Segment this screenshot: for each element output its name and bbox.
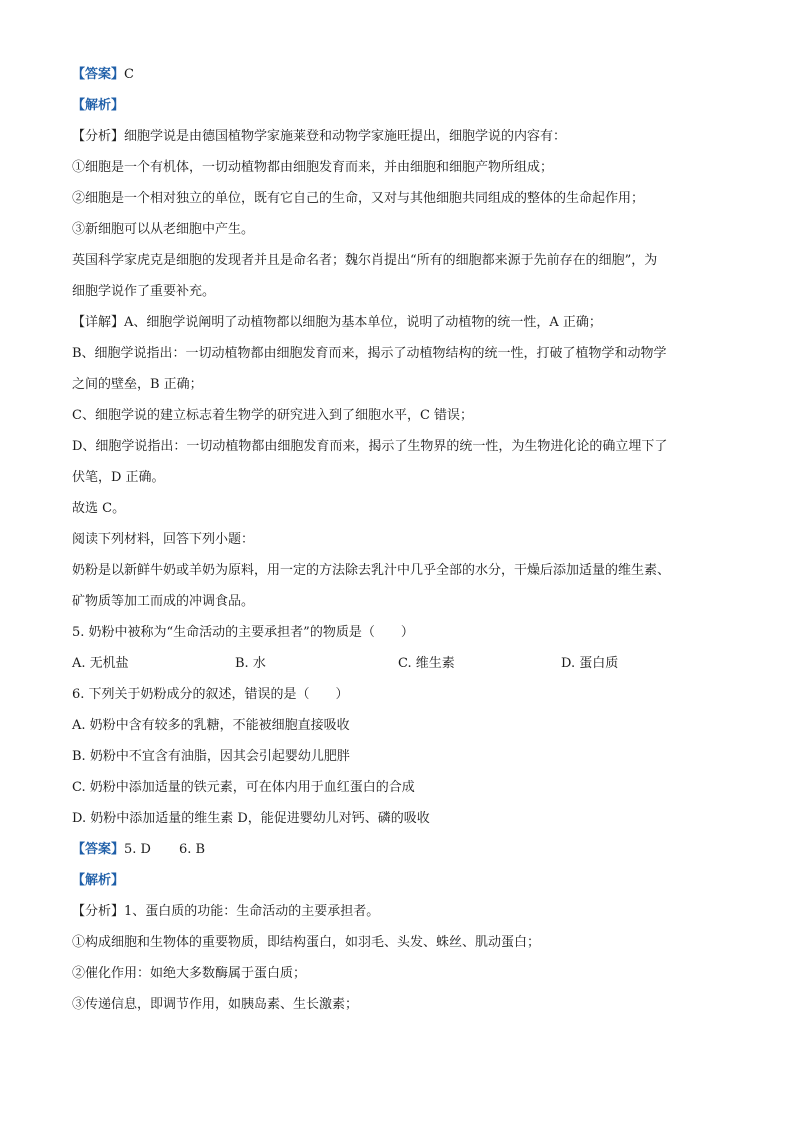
protein-point-2: ②催化作用：如绝大多数酶属于蛋白质；: [72, 966, 307, 981]
analysis-tag: 【解析】: [72, 98, 125, 113]
protein-point-3: ③传递信息，即调节作用，如胰岛素、生长激素；: [72, 997, 359, 1012]
detail-a-text: A、细胞学说阐明了动植物都以细胞为基本单位，说明了动植物的统一性，A 正确；: [124, 315, 602, 330]
theory-point-3: ③新细胞可以从老细胞中产生。: [72, 222, 255, 237]
fenxi-line: [72, 124, 724, 155]
document-content: [72, 62, 724, 1023]
fenxi-text: 细胞学说是由德国植物学家施莱登和动物学家施旺提出，细胞学说的内容有：: [124, 129, 567, 144]
fenxi-line-2: [72, 899, 724, 930]
q5-option-d: D. 蛋白质: [561, 656, 619, 671]
answer-tag-2: 【答案】: [72, 842, 125, 857]
q6-option-d: D. 奶粉中添加适量的维生素 D，能促进婴幼儿对钙、磷的吸收: [72, 811, 430, 826]
protein-point-1: ①构成细胞和生物体的重要物质，即结构蛋白，如羽毛、头发、蛛丝、肌动蛋白；: [72, 935, 541, 950]
question-5-options: [72, 651, 724, 682]
q5-option-a: A. 无机盐: [72, 656, 129, 671]
fenxi-text-2: 1、蛋白质的功能：生命活动的主要承担者。: [124, 904, 380, 919]
fenxi-tag-2: 【分析】: [72, 904, 125, 919]
q5-option-c: C. 维生素: [398, 656, 455, 671]
answer-value: C: [124, 67, 134, 82]
detail-c-line: C、细胞学说的建立标志着生物学的研究进入到了细胞水平，C 错误；: [72, 408, 474, 423]
fenxi-tag: 【分析】: [72, 129, 125, 144]
xiangjie-tag: 【详解】: [72, 315, 125, 330]
material-line-2: 矿物质等加工而成的冲调食品。: [72, 594, 255, 609]
detail-b-line-1: B、细胞学说指出：一切动植物都由细胞发育而来，揭示了动植物结构的统一性，打破了植物学和动物学: [72, 346, 667, 361]
answer-line-2: [72, 837, 724, 868]
reading-intro: 阅读下列材料，回答下列小题：: [72, 532, 255, 547]
q6-option-a: A. 奶粉中含有较多的乳糖，不能被细胞直接吸收: [72, 718, 350, 733]
question-6-stem: 6. 下列关于奶粉成分的叙述，错误的是（ ）: [72, 687, 349, 702]
question-5-stem: 5. 奶粉中被称为“生命活动的主要承担者”的物质是（ ）: [72, 625, 414, 640]
detail-d-line-1: D、细胞学说指出：一切动植物都由细胞发育而来，揭示了生物界的统一性，为生物进化论的确立埋下了: [72, 439, 668, 454]
answer-5: 5. D: [124, 842, 151, 857]
q6-option-b: B. 奶粉中不宜含有油脂，因其会引起婴幼儿肥胖: [72, 749, 350, 764]
detail-b-line-2: 之间的壁垒，B 正确；: [72, 377, 203, 392]
conclusion-line: 故选 C。: [72, 501, 126, 516]
detail-d-line-2: 伏笔，D 正确。: [72, 470, 165, 485]
history-line-1: 英国科学家虎克是细胞的发现者并且是命名者；魏尔肖提出“所有的细胞都来源于先前存在的细胞”，为: [72, 253, 658, 268]
answer-6: 6. B: [178, 842, 206, 857]
answer-line: [72, 62, 724, 93]
history-line-2: 细胞学说作了重要补充。: [72, 284, 216, 299]
analysis-heading: [72, 93, 724, 124]
detail-a-line: [72, 310, 724, 341]
q6-option-c: C. 奶粉中添加适量的铁元素，可在体内用于血红蛋白的合成: [72, 780, 415, 795]
material-line-1: 奶粉是以新鲜牛奶或羊奶为原料，用一定的方法除去乳汁中几乎全部的水分，干燥后添加适量的维生素、: [72, 563, 671, 578]
analysis-heading-2: [72, 868, 724, 899]
theory-point-2: ②细胞是一个相对独立的单位，既有它自己的生命，又对与其他细胞共同组成的整体的生命起作用；: [72, 191, 645, 206]
theory-point-1: ①细胞是一个有机体，一切动植物都由细胞发育而来，并由细胞和细胞产物所组成；: [72, 160, 554, 175]
answer-tag: 【答案】: [72, 67, 125, 82]
q5-option-b: B. 水: [235, 656, 266, 671]
analysis-tag-2: 【解析】: [72, 873, 125, 888]
